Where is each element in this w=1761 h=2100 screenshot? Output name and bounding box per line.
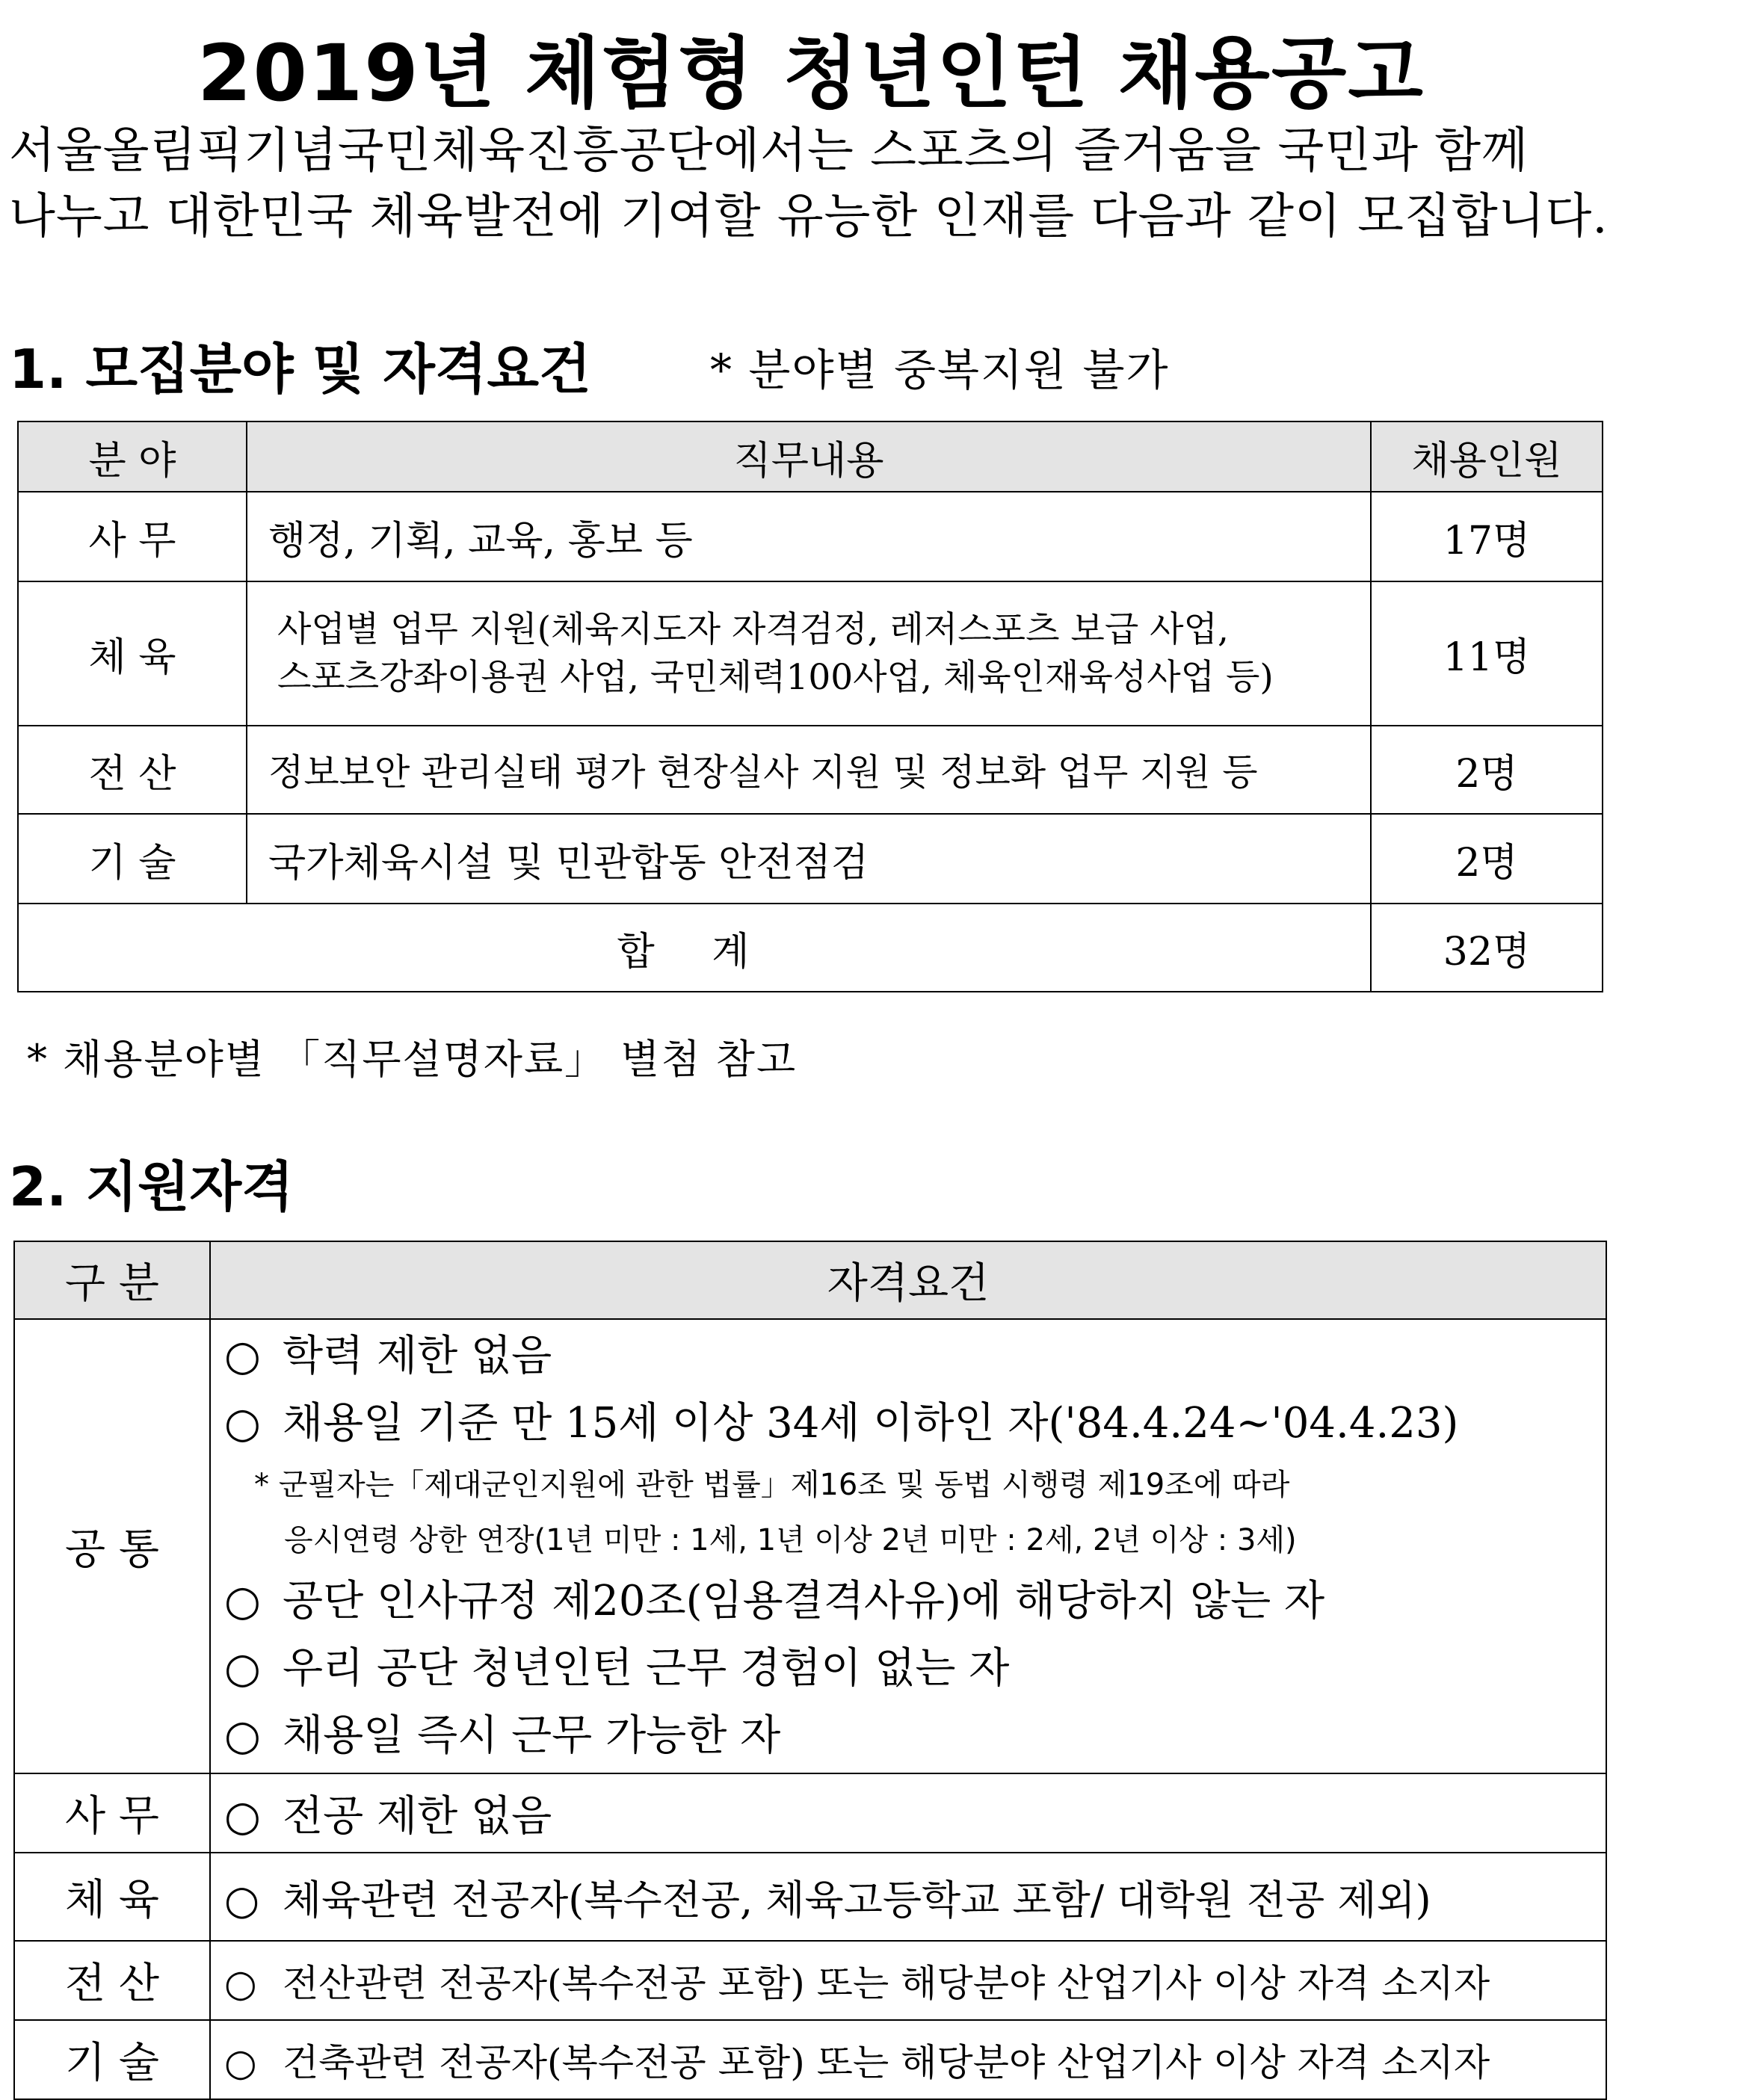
list-item: ○ 채용일 즉시 근무 가능한 자 — [224, 1702, 1606, 1770]
total-label: 합 계 — [18, 904, 1371, 992]
requirements-cell: ○ 전공 제한 없음 — [210, 1773, 1606, 1853]
duty-cell: 국가체육시설 및 민관합동 안전점검 — [247, 814, 1371, 904]
field-cell: 사 무 — [18, 492, 247, 581]
bullet: ○ — [224, 1399, 261, 1448]
duty-cell: 행정, 기획, 교육, 홍보 등 — [247, 492, 1371, 581]
category-cell: 체 육 — [14, 1853, 210, 1941]
table-row — [18, 814, 1603, 904]
table-row — [14, 1319, 1606, 1773]
intro-line-1: 서울올림픽기념국민체육진흥공단에서는 스포츠의 즐거움을 국민과 함께 — [9, 123, 1529, 179]
count-cell: 11명 — [1371, 581, 1603, 726]
header-field: 분 야 — [18, 421, 247, 492]
category-cell: 공 통 — [14, 1319, 210, 1773]
intro-line-2: 나누고 대한민국 체육발전에 기여할 유능한 인재를 다음과 같이 모집합니다. — [9, 189, 1609, 244]
section2-heading: 2. 지원자격 — [9, 1155, 294, 1218]
qualification-table — [13, 1241, 1607, 2100]
total-row — [18, 904, 1603, 992]
total-count: 32명 — [1371, 904, 1603, 992]
table-row — [14, 2020, 1606, 2099]
category-cell: 사 무 — [14, 1773, 210, 1853]
table-row — [14, 1853, 1606, 1941]
list-item: ○ 우리 공단 청년인턴 근무 경험이 없는 자 — [224, 1635, 1606, 1702]
bullet: ○ — [224, 1332, 261, 1380]
list-subnote: * 군필자는「제대군인지원에 관한 법률」제16조 및 동법 시행령 제19조에 따라 — [254, 1468, 1290, 1502]
table-row — [14, 1941, 1606, 2020]
table-row — [18, 726, 1603, 814]
bullet: ○ — [224, 2041, 257, 2084]
table-row — [18, 492, 1603, 581]
bullet: ○ — [224, 1644, 261, 1693]
list-subnote: 응시연령 상한 연장(1년 미만 : 1세, 1년 이상 2년 미만 : 2세, 2년 이상 : 3세) — [284, 1523, 1297, 1557]
header-category: 구 분 — [14, 1241, 210, 1319]
table-row — [14, 1773, 1606, 1853]
count-cell: 2명 — [1371, 726, 1603, 814]
bullet: ○ — [224, 1962, 257, 2005]
bullet: ○ — [224, 1711, 261, 1760]
requirements-cell: ○ 건축관련 전공자(복수전공 포함) 또는 해당분야 산업기사 이상 자격 소지자 — [210, 2020, 1606, 2099]
table-row — [18, 581, 1603, 726]
list-item: ○ 학력 제한 없음 — [224, 1323, 1606, 1390]
count-cell: 17명 — [1371, 492, 1603, 581]
section1-heading: 1. 모집분야 및 자격요건 — [9, 338, 591, 401]
field-cell: 전 산 — [18, 726, 247, 814]
bullet: ○ — [224, 1876, 260, 1924]
list-item: ○ 공단 인사규정 제20조(임용결격사유)에 해당하지 않는 자 — [224, 1568, 1606, 1635]
duty-line-2: 스포츠강좌이용권 사업, 국민체력100사업, 체육인재육성사업 등) — [277, 656, 1274, 698]
recruitment-table — [17, 421, 1603, 992]
page-title: 2019년 체험형 청년인턴 채용공고 — [197, 28, 1425, 119]
bullet: ○ — [224, 1577, 261, 1625]
bullet: ○ — [224, 1792, 261, 1841]
requirements-cell: ○ 전산관련 전공자(복수전공 포함) 또는 해당분야 산업기사 이상 자격 소지자 — [210, 1941, 1606, 2020]
duty-cell — [247, 581, 1371, 726]
count-cell: 2명 — [1371, 814, 1603, 904]
header-count: 채용인원 — [1371, 421, 1603, 492]
requirements-cell: ○ 체육관련 전공자(복수전공, 체육고등학교 포함/ 대학원 전공 제외) — [210, 1853, 1606, 1941]
section1-note: * 분야별 중복지원 불가 — [710, 345, 1170, 395]
header-requirements: 자격요건 — [210, 1241, 1606, 1319]
field-cell: 체 육 — [18, 581, 247, 726]
table-header-row — [18, 421, 1603, 492]
field-cell: 기 술 — [18, 814, 247, 904]
list-item: ○ 채용일 기준 만 15세 이상 34세 이하인 자('84.4.24~'04.4.23) — [224, 1390, 1606, 1457]
table-header-row — [14, 1241, 1606, 1319]
duty-cell: 정보보안 관리실태 평가 현장실사 지원 및 정보화 업무 지원 등 — [247, 726, 1371, 814]
requirements-cell — [210, 1319, 1606, 1773]
category-cell: 전 산 — [14, 1941, 210, 2020]
section1-footnote: * 채용분야별 「직무설명자료」 별첨 참고 — [27, 1036, 798, 1083]
header-duty: 직무내용 — [247, 421, 1371, 492]
duty-line-1: 사업별 업무 지원(체육지도자 자격검정, 레저스포츠 보급 사업, — [277, 608, 1229, 650]
category-cell: 기 술 — [14, 2020, 210, 2099]
